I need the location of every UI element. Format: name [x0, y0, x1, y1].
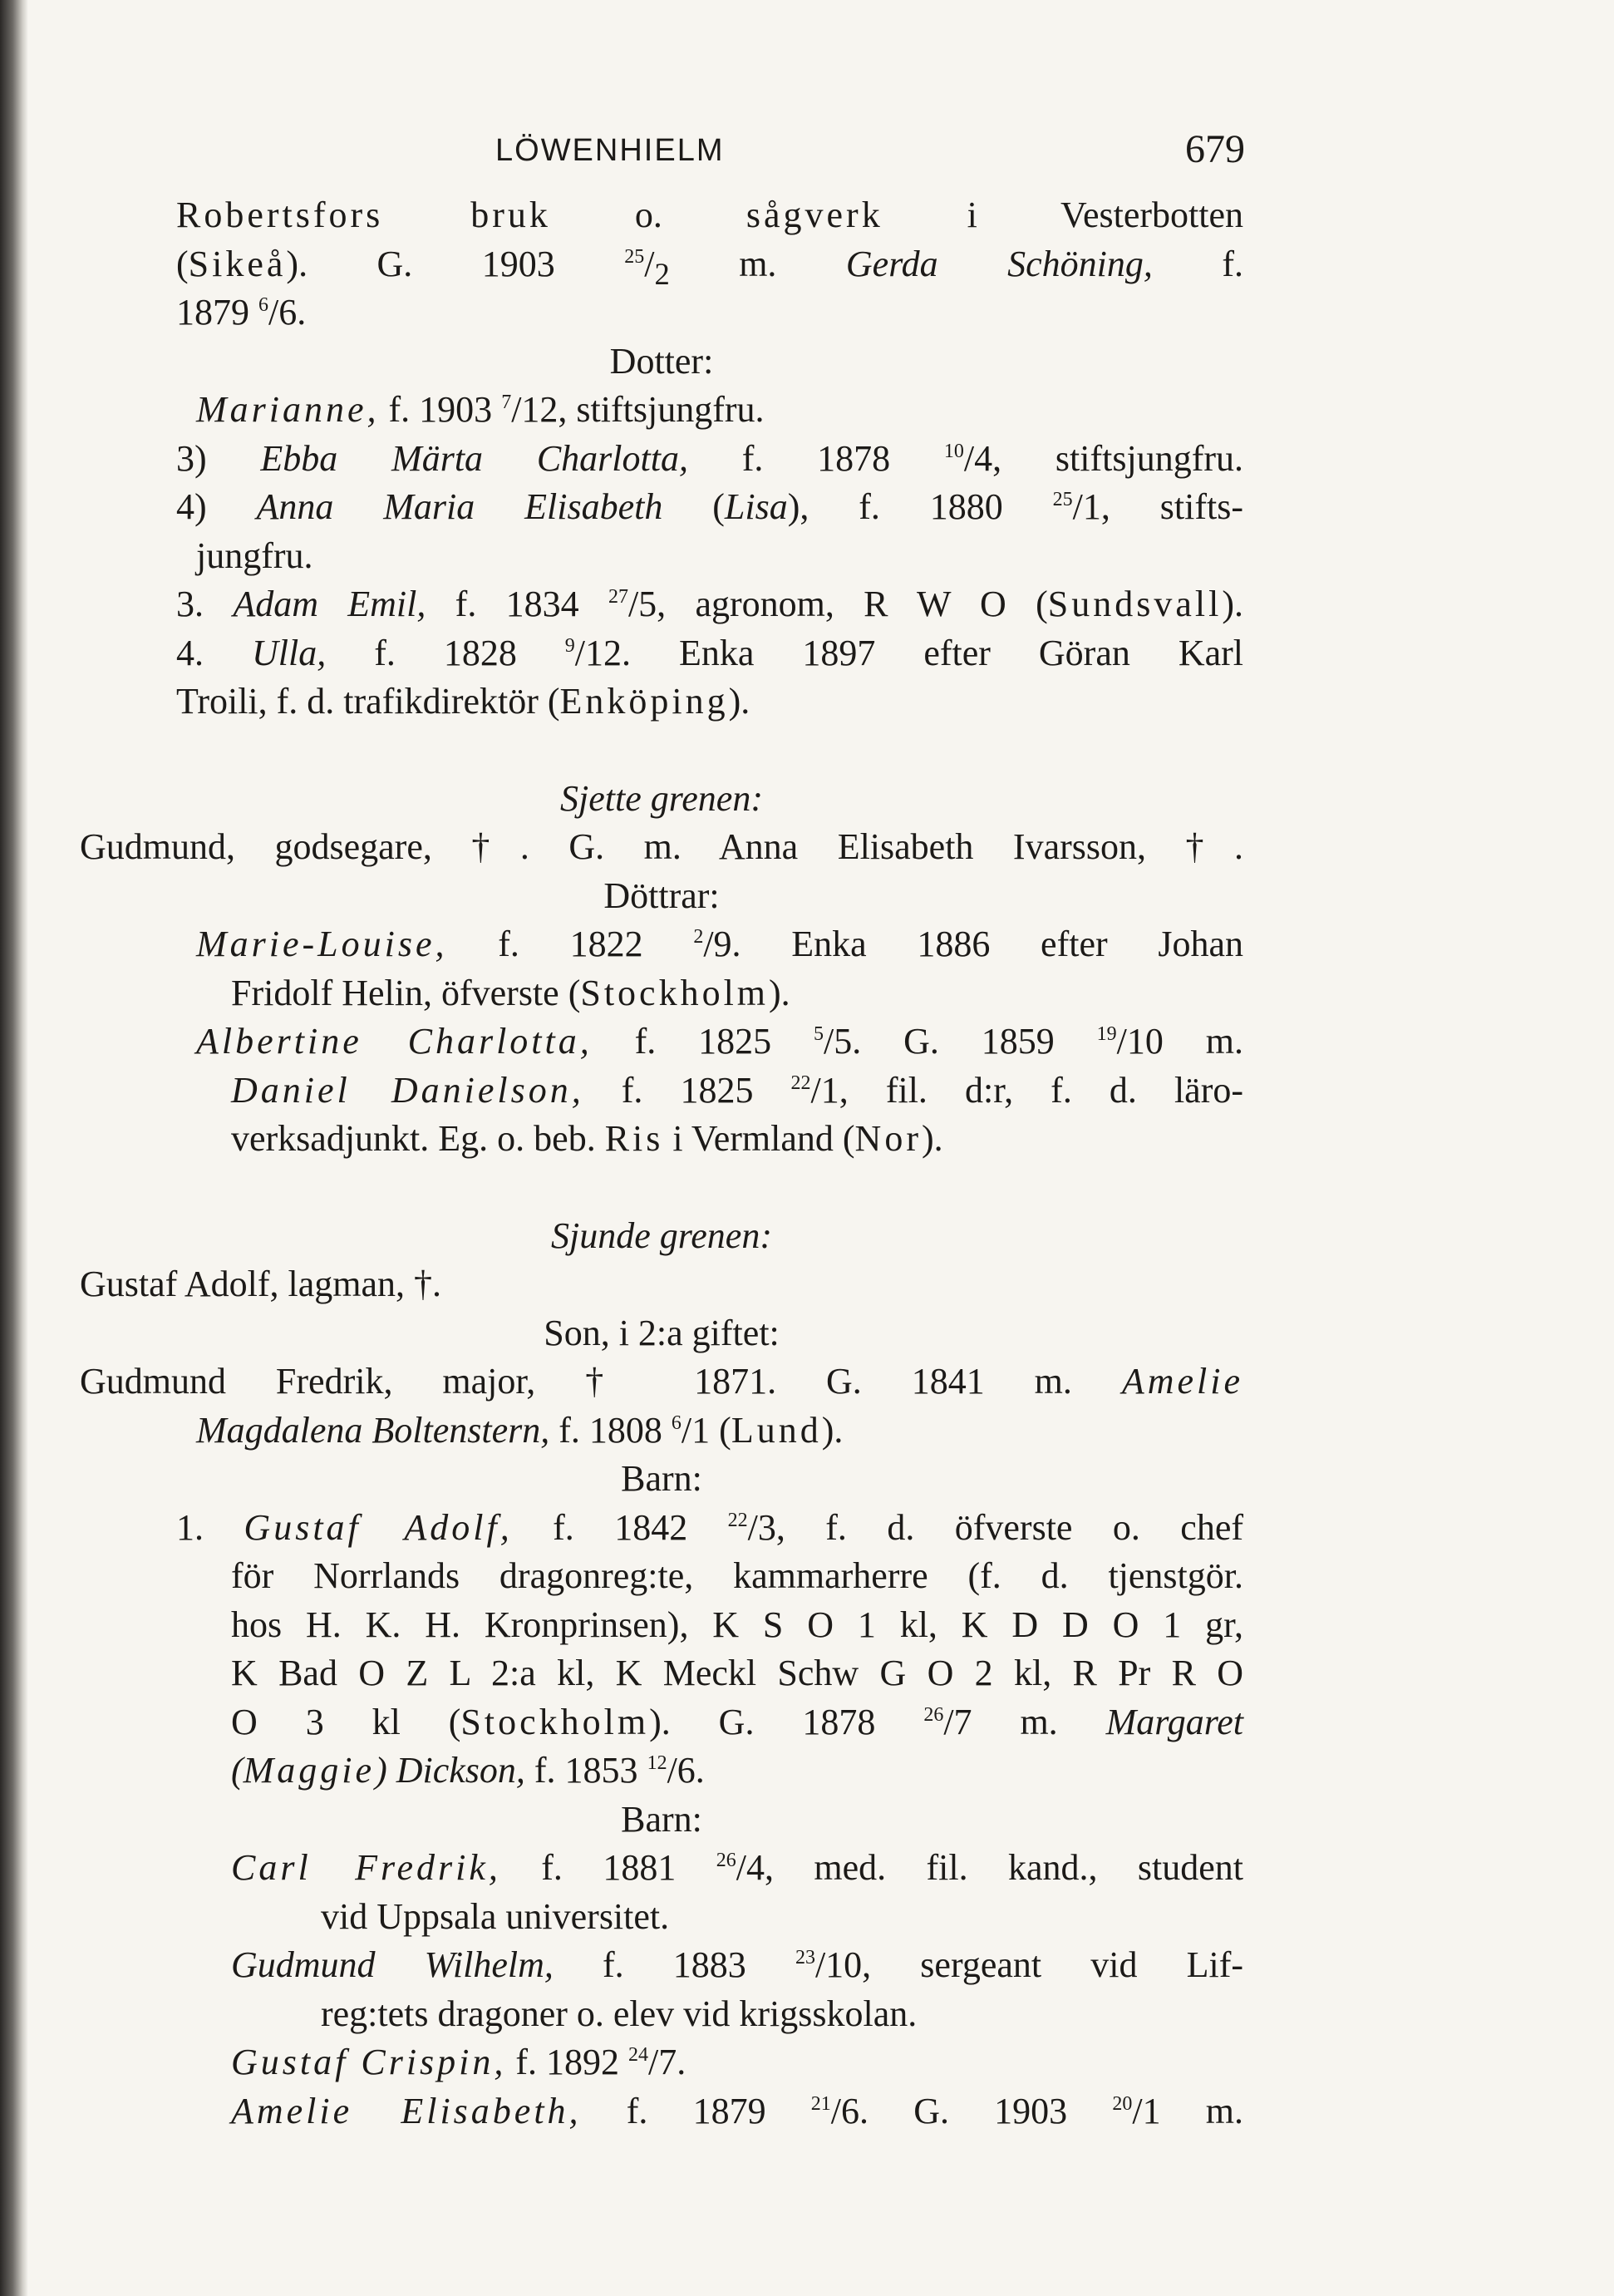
text-line: Gustaf Crispin, f. 1892 $^{24}$/7. [231, 2042, 686, 2082]
text-line: 3. Adam Emil, f. 1834 $^{27}$/5, agronom, R W O (Sundsvall). [176, 584, 1244, 624]
text-line: Amelie Elisabeth, f. 1879 $^{21}$/6. G. 1903 $^{20}$/1 m. [231, 2090, 1244, 2131]
text-line: K Bad O Z L 2:a kl, K Meckl Schw G O 2 kl, R Pr R O [231, 1653, 1243, 1693]
text-line: Albertine Charlotta, f. 1825 $^5$/5. G. 1859 $^{19}$/10 m. [196, 1021, 1243, 1062]
text-line: Fridolf Helin, öfverste (Stockholm). [231, 972, 790, 1013]
page-number: 679 [1185, 127, 1245, 171]
text-line: Döttrar: [603, 875, 720, 916]
text-line: Dotter: [609, 340, 714, 382]
page-header [80, 125, 1243, 191]
text-line: 4) Anna Maria Elisabeth (Lisa), f. 1880 $^{25}$/1, stifts- [176, 486, 1243, 527]
text-line: jungfru. [196, 535, 313, 576]
text-line: 3) Ebba Märta Charlotta, f. 1878 $^{10}$/4, stiftsjungfru. [176, 437, 1243, 479]
genealogy-text [80, 191, 1243, 2136]
text-line: verksadjunkt. Eg. o. beb. Ris i Vermland (Nor). [231, 1118, 943, 1159]
text-line: Barn: [621, 1458, 702, 1499]
text-line: Barn: [621, 1798, 702, 1840]
text-line: O 3 kl (Stockholm). G. 1878 $^{26}$/7 m. Margaret [231, 1701, 1243, 1742]
text-line: Gudmund Wilhelm, f. 1883 $^{23}$/10, sergeant vid Lif- [231, 1944, 1243, 1985]
text-line: Magdalena Boltenstern, f. 1808 $^6$/1 (Lund). [196, 1409, 844, 1451]
text-line: Son, i 2:a giftet: [544, 1312, 780, 1353]
text-line: 1879 $^6$/6. [176, 292, 307, 333]
text-line: Sjunde grenen: [551, 1215, 772, 1256]
text-line: Marianne, f. 1903 $^7$/12, stiftsjungfru. [196, 389, 765, 430]
text-line: 1. Gustaf Adolf, f. 1842 $^{22}$/3, f. d. öfverste o. chef [176, 1506, 1243, 1548]
text-line: (Sikeå). G. 1903 $^{25}/_2$ m. Gerda Schöning, f. [176, 243, 1243, 291]
book-page [80, 125, 1243, 2136]
text-line: Gudmund, godsegare, †. G. m. Anna Elisabeth Ivarsson, †. [80, 826, 1243, 867]
text-line: hos H. K. H. Kronprinsen), K S O 1 kl, K D D O 1 gr, [231, 1604, 1243, 1645]
text-line: (Maggie) Dickson, f. 1853 $^{12}$/6. [231, 1750, 705, 1791]
text-line: 4. Ulla, f. 1828 $^9$/12. Enka 1897 efter Göran Karl [176, 632, 1244, 673]
text-line: Gustaf Adolf, lagman, †. [80, 1264, 442, 1304]
text-line: Troili, f. d. trafikdirektör (Enköping). [176, 681, 750, 722]
text-line: reg:tets dragoner o. elev vid krigsskolan. [321, 1993, 918, 2034]
book-spine-shadow [0, 0, 28, 2296]
text-line: vid Uppsala universitet. [321, 1895, 670, 1937]
blank-line [80, 727, 1243, 775]
text-line: Carl Fredrik, f. 1881 $^{26}$/4, med. fil. kand., student [231, 1847, 1244, 1888]
text-line: Marie-Louise, f. 1822 $^2$/9. Enka 1886 efter Johan [196, 924, 1244, 964]
text-line: Daniel Danielson, f. 1825 $^{22}$/1, fil. d:r, f. d. läro- [231, 1069, 1244, 1111]
text-line: för Norrlands dragonreg:te, kammarherre (f. d. tjenstgör. [231, 1555, 1243, 1596]
blank-line [80, 1164, 1243, 1212]
text-line: Robertsfors bruk o. sågverk i Vesterbotten [176, 195, 1243, 235]
text-line: Sjette grenen: [560, 777, 763, 819]
running-title: LÖWENHIELM [495, 133, 725, 168]
text-line: Gudmund Fredrik, major, † 1871. G. 1841 m. Amelie [80, 1361, 1243, 1402]
